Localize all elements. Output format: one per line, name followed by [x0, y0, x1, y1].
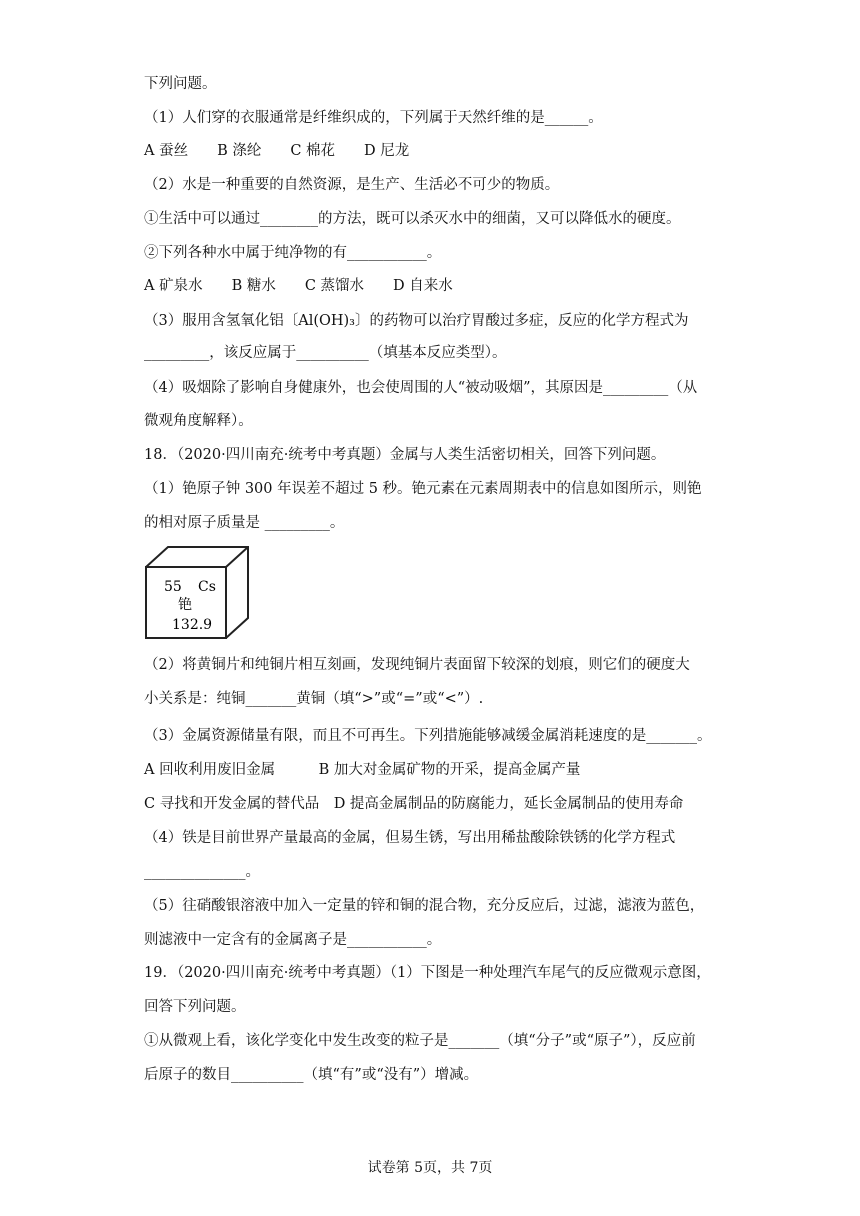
options-18-3-a: A 回收利用废旧金属 B 加大对金属矿物的开采，提高金属产量 [144, 762, 581, 778]
text-line: 下列问题。 [144, 76, 217, 92]
question-18-5-cont: 则滤液中一定含有的金属离子是___________。 [144, 932, 442, 948]
question-18-title: 18．（2020·四川南充·统考中考真题）金属与人类生活密切相关，回答下列问题。 [144, 447, 666, 463]
cesium-element-card [144, 545, 250, 641]
question-17-2-a: ①生活中可以通过________的方法，既可以杀灭水中的细菌，又可以降低水的硬度。 [144, 211, 681, 227]
question-19-1-a-cont: 后原子的数目__________（填“有”或“没有”）增减。 [144, 1067, 479, 1083]
options-17-1: A 蚕丝 B 涤纶 C 棉花 D 尼龙 [144, 143, 410, 159]
question-18-5: （5）往硝酸银溶液中加入一定量的锌和铜的混合物，充分反应后，过滤，滤液为蓝色， [144, 898, 705, 914]
question-18-1: （1）铯原子钟 300 年误差不超过 5 秒。铯元素在元素周期表中的信息如图所示，则铯 [144, 481, 702, 497]
question-19-title-cont: 回答下列问题。 [144, 999, 246, 1015]
question-18-4-cont: ______________。 [144, 864, 260, 880]
question-17-3-cont: _________，该反应属于__________（填基本反应类型）。 [144, 345, 507, 361]
question-17-3: （3）服用含氢氧化铝〔Al(OH)₃〕的药物可以治疗胃酸过多症，反应的化学方程式为 [144, 313, 689, 329]
question-17-1: （1）人们穿的衣服通常是纤维织成的，下列属于天然纤维的是______。 [144, 110, 603, 126]
element-mass: 132.9 [172, 617, 213, 633]
question-17-4: （4）吸烟除了影响自身健康外，也会使周围的人“被动吸烟”，其原因是_________（从 [144, 380, 698, 396]
question-17-2-b: ②下列各种水中属于纯净物的有___________。 [144, 245, 442, 261]
element-cube-figure [144, 545, 250, 641]
element-name: 铯 [178, 597, 192, 613]
element-symbol: Cs [198, 579, 216, 595]
question-18-2: （2）将黄铜片和纯铜片相互刻画，发现纯铜片表面留下较深的划痕，则它们的硬度大 [144, 657, 690, 673]
question-18-4: （4）铁是目前世界产量最高的金属，但易生锈，写出用稀盐酸除铁锈的化学方程式 [144, 830, 676, 846]
question-18-3: （3）金属资源储量有限，而且不可再生。下列措施能够减缓金属消耗速度的是_______。 [144, 728, 712, 744]
question-18-1-cont: 的相对原子质量是 _________。 [144, 515, 345, 531]
question-18-2-cont: 小关系是：纯铜_______黄铜（填“>”或“=”或“<”）. [144, 691, 484, 707]
question-19-title: 19．（2020·四川南充·统考中考真题）（1）下图是一种处理汽车尾气的反应微观示意图， [144, 965, 711, 981]
element-number: 55 [164, 579, 182, 595]
options-18-3-b: C 寻找和开发金属的替代品 D 提高金属制品的防腐能力，延长金属制品的使用寿命 [144, 796, 684, 812]
question-17-4-cont: 微观角度解释）。 [144, 413, 253, 429]
page-footer: 试卷第 5页，共 7页 [367, 1160, 493, 1176]
options-17-2: A 矿泉水 B 糖水 C 蒸馏水 D 自来水 [144, 278, 453, 294]
question-19-1-a: ①从微观上看，该化学变化中发生改变的粒子是_______（填“分子”或“原子”），反应前 [144, 1033, 696, 1049]
question-17-2: （2）水是一种重要的自然资源，是生产、生活必不可少的物质。 [144, 177, 560, 193]
